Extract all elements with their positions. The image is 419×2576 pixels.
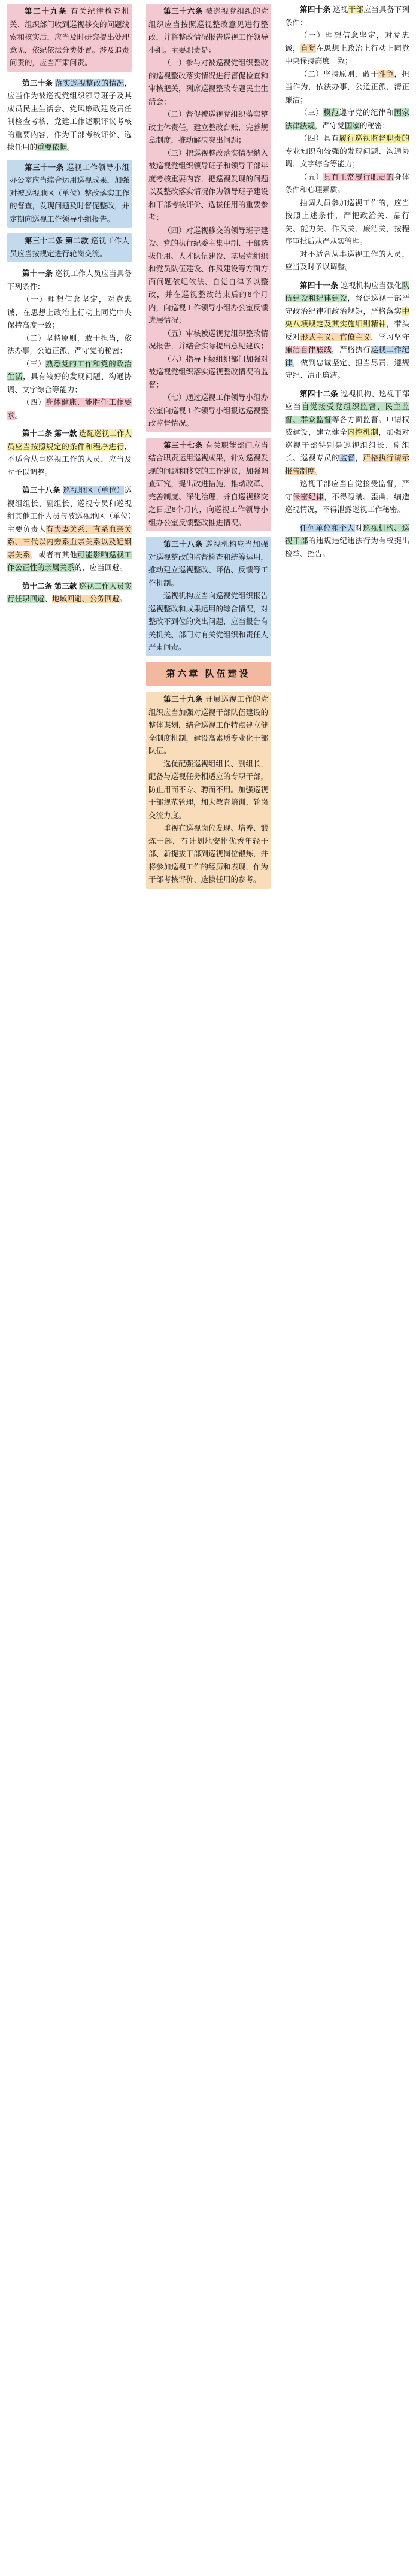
article-39: 第三十九条 开展巡视工作的党组织应当加强对巡视干部队伍建设的整体谋划，结合巡视工作特点建立健全制度机制，建设高素质专业化干部队伍。 选优配强巡视组组长、副组长，配备与巡视任务相适应的专职干部，防止用而不专、聘而不用。加强巡视干部规范管理，加大教育培训、轮岗交流力度。 重视在巡视岗位发现、培养、锻炼干部，有计划地安排优秀年轻干部、新提拔干部到巡视岗位锻炼，并将参加巡视工作的经历和表现，作为干部考核评价、选拔任用的参考。 bbox=[146, 692, 271, 889]
article-11: 第十一条 巡视工作人员应当具备下列条件： （一）理想信念坚定，对党忠诚，在思想上政治上行动上同党中央保持高度一致； （二）坚持原则，敢于担当，依法办事，公道正派，严守党的秘密； （三）熟悉党的工作和党的政治生活，具有较好的发现问题、沟通协调、文字综合等能力； （四）身体健康、能胜任工作要求。 bbox=[7, 269, 132, 420]
column-left bbox=[2, 0, 136, 623]
article-42: 第四十二条 巡视机构、巡视干部应当自觉接受党组织监督、民主监督、群众监督等各方面监督。申请权威建设，建立健全内控机制，加强对巡视干部特别是巡视组组长、副组长、巡视专员的监督，严格执行请示报告制度。 巡视干部应当自觉接受监督，严守保密纪律，不得隐瞒、歪曲、编造巡视情况，不得泄露巡视工作秘密。 bbox=[285, 389, 409, 514]
column-middle bbox=[141, 0, 275, 906]
article-38: 第三十八条 巡视机构应当加强对巡视整改的监督检查和统筹运用，推动建立巡视整改、评估、反馈等工作机制。 巡视机构应当向巡视党组织报告巡视整改和成果运用的综合情况，对整改不到位的突出问题，应当报告有关机关、部门对有关党组织和责任人严肃问责。 bbox=[146, 537, 271, 656]
column-right bbox=[280, 0, 414, 578]
chapter-heading: 第六章 队伍建设 bbox=[146, 662, 271, 686]
article-41: 第四十一条 巡视机构应当强化队伍建设和纪律建设，督促巡视干部严守政治纪律和政治规矩，严格落实中央八项规定及其实施细则精神，带头反对形式主义、官僚主义，学习坚守廉洁自律底线，严格执行巡视工作纪律，做到忠诚坚定、担当尽责、遵规守纪、清正廉洁。 bbox=[285, 281, 409, 380]
article-29: 第二十九条 有关纪律检查机关、组织部门收到巡视移交的问题线索和核实后，应当及时研究提出处理意见，依纪依法分类处置。涉及追责问责的，应当严肃问责。 bbox=[7, 4, 132, 72]
article-36: 第三十六条 被巡视党组织的党组织应当按照巡视整改意见进行整改，并将整改情况报告巡视工作领导小组。主要职责是： （一）参与对被巡视党组织整改的巡视整改落实情况进行督促检查和审核把关，列席巡视整改专题民主生活会； （二）督促被巡视党组织落实整改主体责任，建立整改台账，完善规章制度，推动解决突出问题； （三）把巡视整改落实情况纳入被巡视党组织领导班子和领导干部年度考核重要内容，把巡视发现的问题以及整改落实情况作为领导班子建设和干部考核评价、选拔任用的重要参考； （四）对巡视移交的领导班子建设、党的执行纪委主集中制、干部选拔任用、人才队伍建设、基层党组织和党员队伍建设、作风建设等方面方面问题依纪依法、自觉自律予以整改，并在巡视整改结束后的6个月内，向巡视工作领导小组办公室反馈进展情况； （五）审核被巡视党组织整改情况报告，并结合实际提出意见建议； （六）指导下级组织部门加强对被巡视党组织落实巡视整改情况的监督； （七）通过巡视工作领导小组办公室向巡视工作领导小组报送巡视整改监督情况。 bbox=[146, 4, 271, 432]
article-12-3: 第十二条 第三款 巡视工作人员实行任职回避、地域回避、公务回避。 bbox=[7, 581, 132, 603]
article-40: 第四十条 巡视干部应当具备下列条件： （一）理想信念坚定，对党忠诚，自觉在思想上政治上行动上同党中央保持高度一致； （二）坚持原则，敢于斗争，担当作为，依法办事，公道正派，清正廉洁； （三）模范遵守党的纪律和国家法律法规，严守党国家的秘密； （四）具有履行巡视监督职责的专业知识和较强的发现问题、沟通协调、文字综合等能力； （五）具有正常履行职责的身体条件和心理素质。 抽调人员参加巡视工作的，应当按照上述条件，严把政治关、品行关、能力关、作风关、廉洁关，按程序审批后从严从实管理。 对不适合从事巡视工作的人员，应当及时予以调整。 bbox=[285, 5, 409, 271]
article-38-region: 第三十八条 巡视地区（单位）巡视组组长、副组长、巡视专员和巡视组其他工作人员与被巡视地区（单位）主要负责人有夫妻关系、直系血亲关系、三代以内旁系血亲关系以及近姻亲关系，或者有其他可能影响巡视工作公正性的亲属关系的，应当回避。 bbox=[7, 486, 132, 572]
article-32: 第三十二条 第二款 巡视工作人员应当按规定进行轮岗交流。 bbox=[7, 233, 132, 262]
article-31: 第三十一条 巡视工作领导小组办公室应当综合运用巡视成果，加强对被巡视地区（单位）整改落实工作的督查，发现问题及时督促整改，并定期向巡视工作领导小组报告。 bbox=[7, 160, 132, 228]
article-30: 第三十条 落实巡视整改的情况，应当作为被巡视党组织领导班子及其成员民主生活会、党风廉政建设责任制检查考核、党建工作述职评议考核的重要内容，作为干部考核评价、选拔任用的重要依据。 bbox=[7, 78, 132, 151]
article-37: 第三十七条 有关职能部门应当结合职责运用巡视成果，针对巡视发现的问题和移交的工作建议，加强调查研究，提出改进措施，推动改革、完善制度、深化治理，并自巡视移交之日起6个月内，向巡视工作领导小组办公室反馈整改推进情况。 bbox=[146, 438, 271, 532]
article-12-1: 第十二条 第一款 选配巡视工作人员应当按照规定的条件和程序进行，不适合从事巡视工作的人员，应当及时予以调整。 bbox=[7, 429, 132, 477]
article-43: 任何单位和个人对巡视机构、巡视干部的违规违纪违法行为有权提出检举、控告。 bbox=[285, 523, 409, 558]
